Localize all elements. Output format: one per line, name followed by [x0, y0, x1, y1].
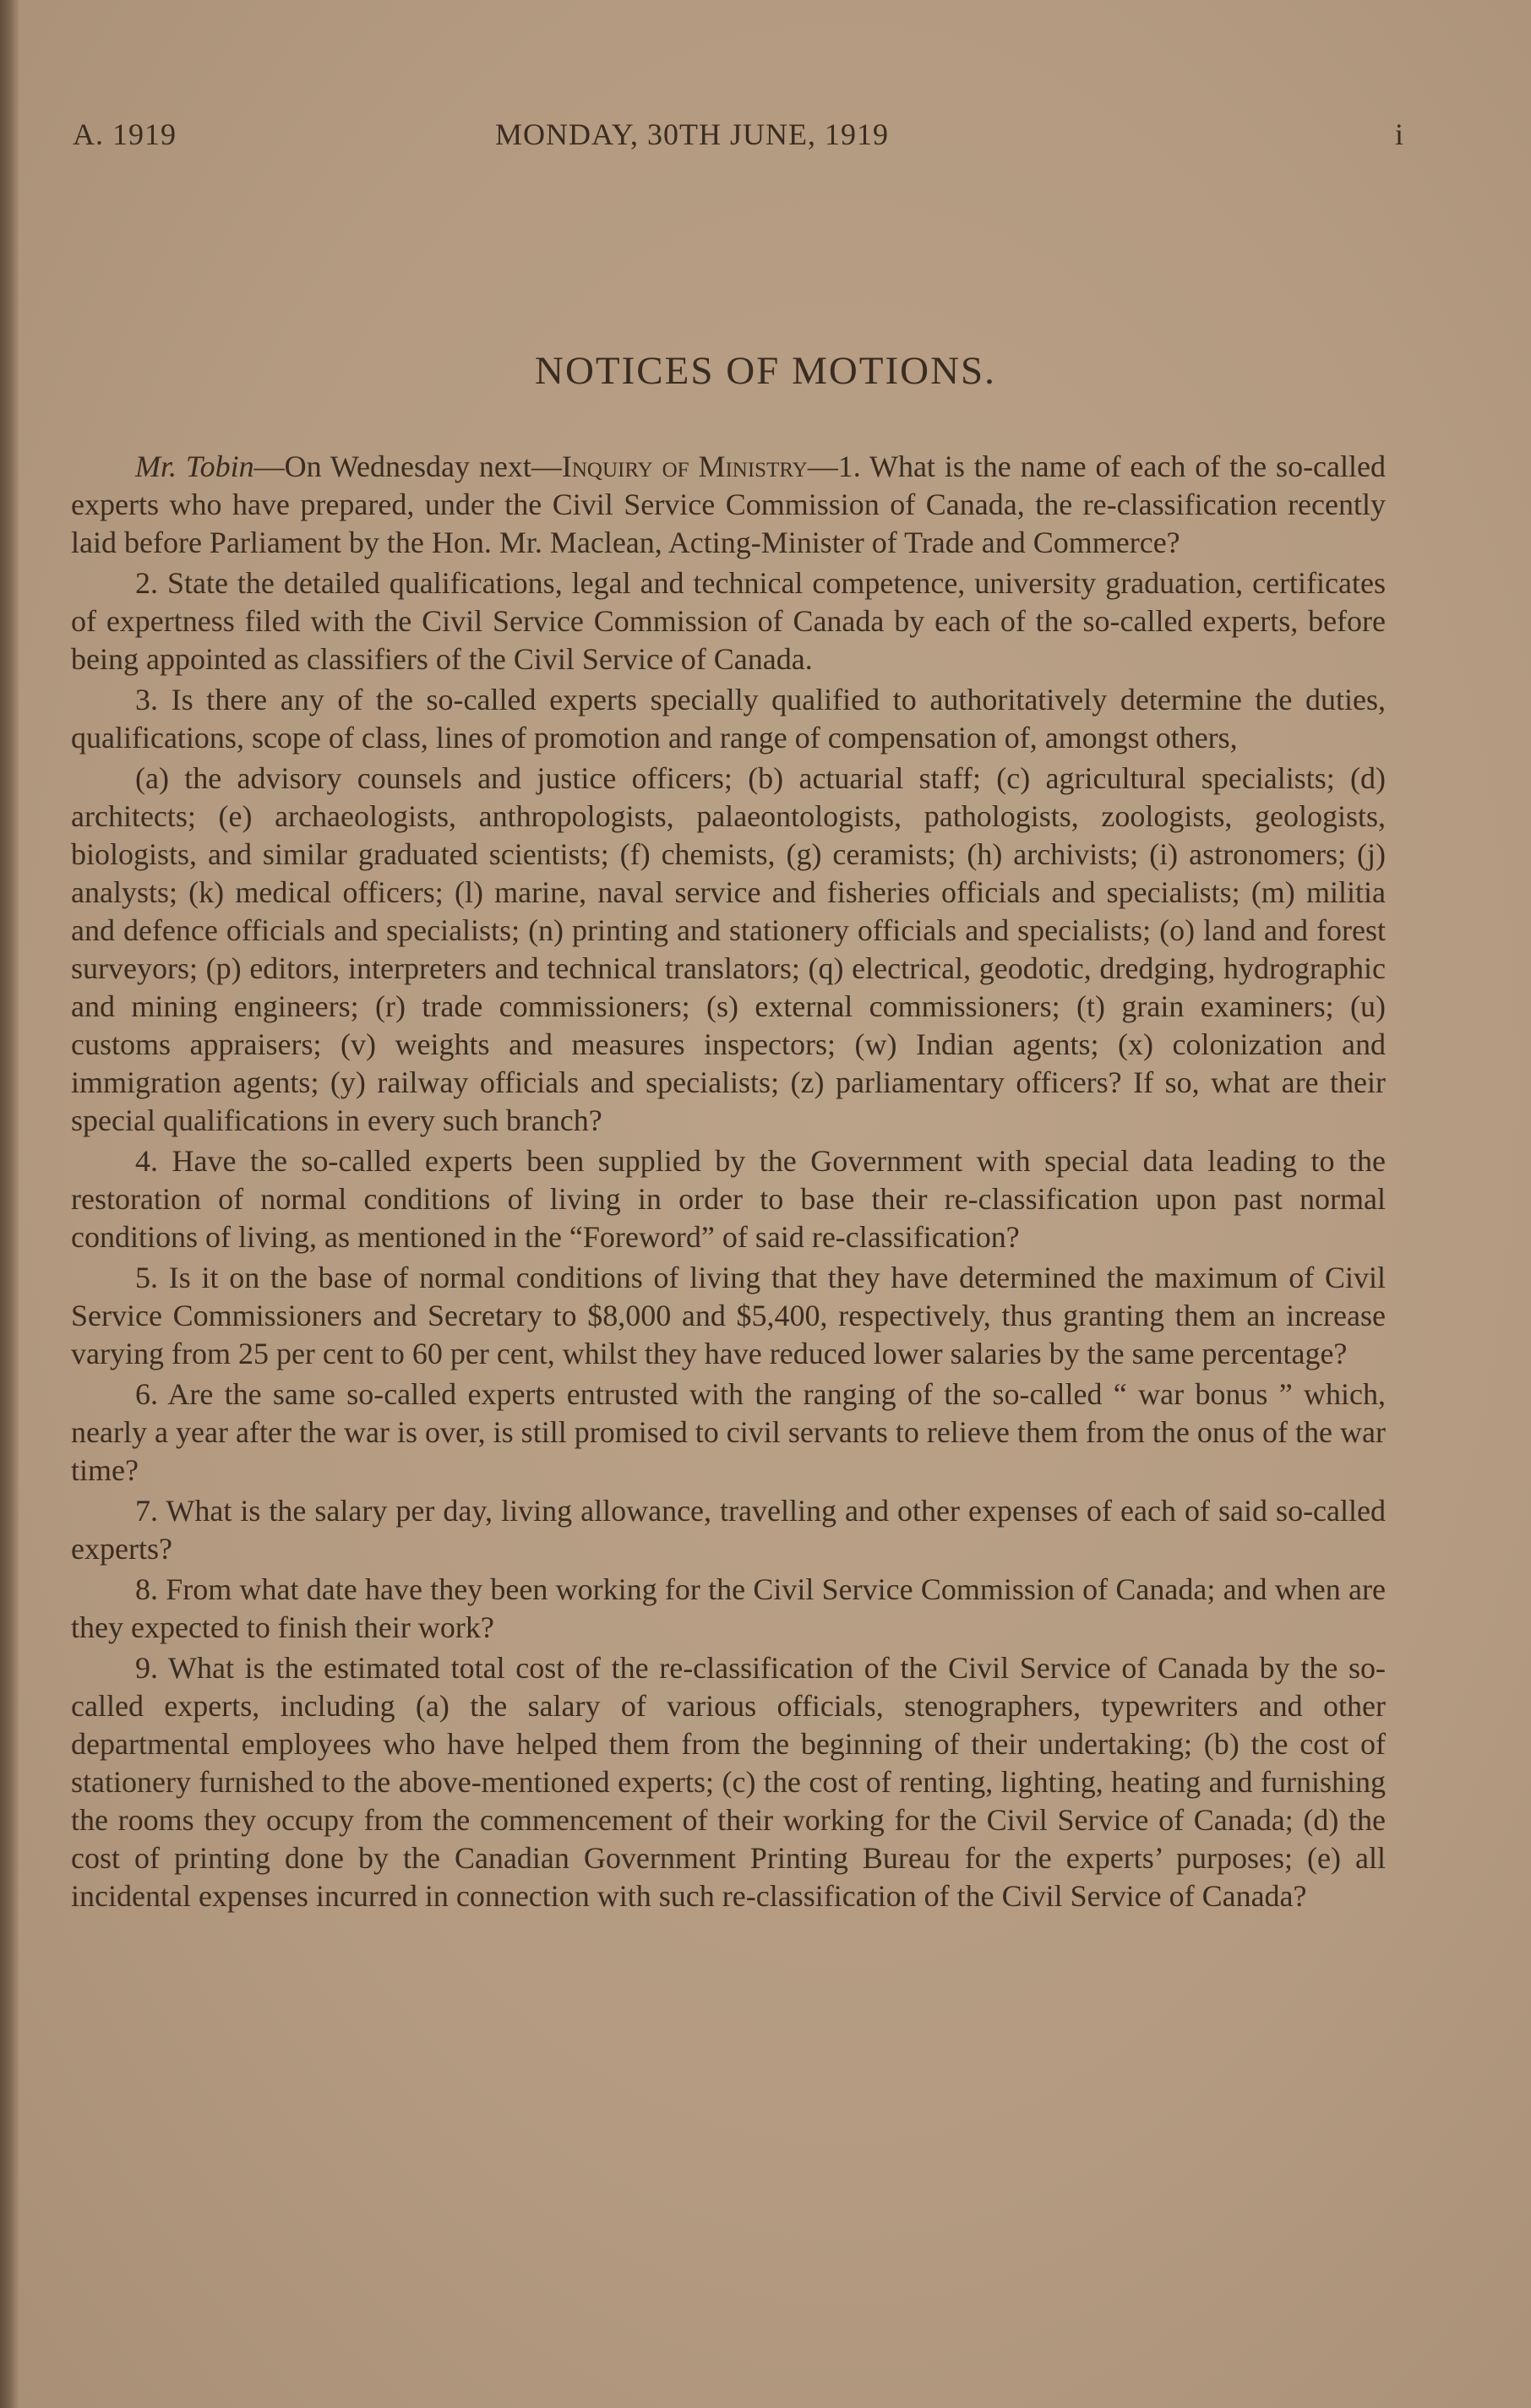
question-8: 8. From what date have they been working for the Civil Service Commission of Canada; and when are they expected to finish their work?: [71, 1572, 1386, 1644]
question-1-text: —1. What is the name of each of the so-called experts who have prepared, under the Civil Service Commission of Canada, the re-classification recently laid before Parliament by the Hon. Mr. Maclean, Acting-Minister of Trade and Commerce?: [71, 449, 1386, 559]
running-header: [73, 117, 1404, 159]
question-6: 6. Are the same so-called experts entrusted with the ranging of the so-called “ war bonus ” which, nearly a year after the war is over, is still promised to civil servants to relieve them from the onus of the war time?: [71, 1377, 1386, 1487]
question-2: 2. State the detailed qualifications, legal and technical competence, university graduation, certificates of expertness filed with the Civil Service Commission of Canada by each of the so-called experts, before being appointed as classifiers of the Civil Service of Canada.: [71, 566, 1386, 676]
question-1: [71, 448, 1386, 562]
motion-body: [71, 448, 1386, 1918]
header-date: MONDAY, 30TH JUNE, 1919: [495, 117, 890, 151]
question-3-list: (a) the advisory counsels and justice officers; (b) actuarial staff; (c) agricultural specialists; (d) architects; (e) archaeologists, anthropologists, palaeontologists, pathologists, zoologists, geologists, biologists, and similar graduated scientists; (f) chemists, (g) ceramists; (h) archivists; (i) astronomers; (j) analysts; (k) medical officers; (l) marine, naval service and fisheries officials and specialists; (m) militia and defence officials and specialists; (n) printing and stationery officials and specialists; (o) land and forest surveyors; (p) editors, interpreters and technical translators; (q) electrical, geodotic, dredging, hydrographic and mining engineers; (r) trade commissioners; (s) external commissioners; (t) grain examiners; (u) customs appraisers; (v) weights and measures inspectors; (w) Indian agents; (x) colonization and immigration agents; (y) railway officials and specialists; (z) parliamentary officers? If so, what are their special qualifications in every such branch?: [71, 761, 1386, 1137]
question-7: 7. What is the salary per day, living allowance, travelling and other expenses of each of said so-called experts?: [71, 1494, 1386, 1566]
header-year: A. 1919: [73, 117, 177, 151]
question-3: 3. Is there any of the so-called experts specially qualified to authoritatively determine the duties, qualifications, scope of class, lines of promotion and range of compensation of, amongst others,: [71, 683, 1386, 755]
question-9: 9. What is the estimated total cost of the re-classification of the Civil Service of Canada by the so-called experts, including (a) the salary of various officials, stenographers, typewriters and other departmental employees who have helped them from the beginning of their undertaking; (b) the cost of stationery furnished to the above-mentioned experts; (c) the cost of renting, lighting, heating and furnishing the rooms they occupy from the commencement of their working for the Civil Service of Canada; (d) the cost of printing done by the Canadian Government Printing Bureau for the experts’ purposes; (e) all incidental expenses incurred in connection with such re-classification of the Civil Service of Canada?: [71, 1651, 1386, 1913]
mover-name: Mr. Tobin: [135, 449, 254, 483]
question-5: 5. Is it on the base of normal conditions of living that they have determined the maximum of Civil Service Commissioners and Secretary to $8,000 and $5,400, respectively, thus granting them an increase varying from 25 per cent to 60 per cent, whilst they have reduced lower salaries by the same percentage?: [71, 1261, 1386, 1370]
page-number: i: [1394, 117, 1404, 151]
question-4: 4. Have the so-called experts been supplied by the Government with special data leading to the restoration of normal conditions of living in order to base their re-classification upon past normal conditions of living, as mentioned in the “Foreword” of said re-classification?: [71, 1144, 1386, 1254]
motion-intro: —On Wednesday next—: [253, 449, 562, 483]
page-title: NOTICES OF MOTIONS.: [535, 349, 996, 393]
inquiry-label: Inquiry of Ministry: [561, 449, 808, 483]
